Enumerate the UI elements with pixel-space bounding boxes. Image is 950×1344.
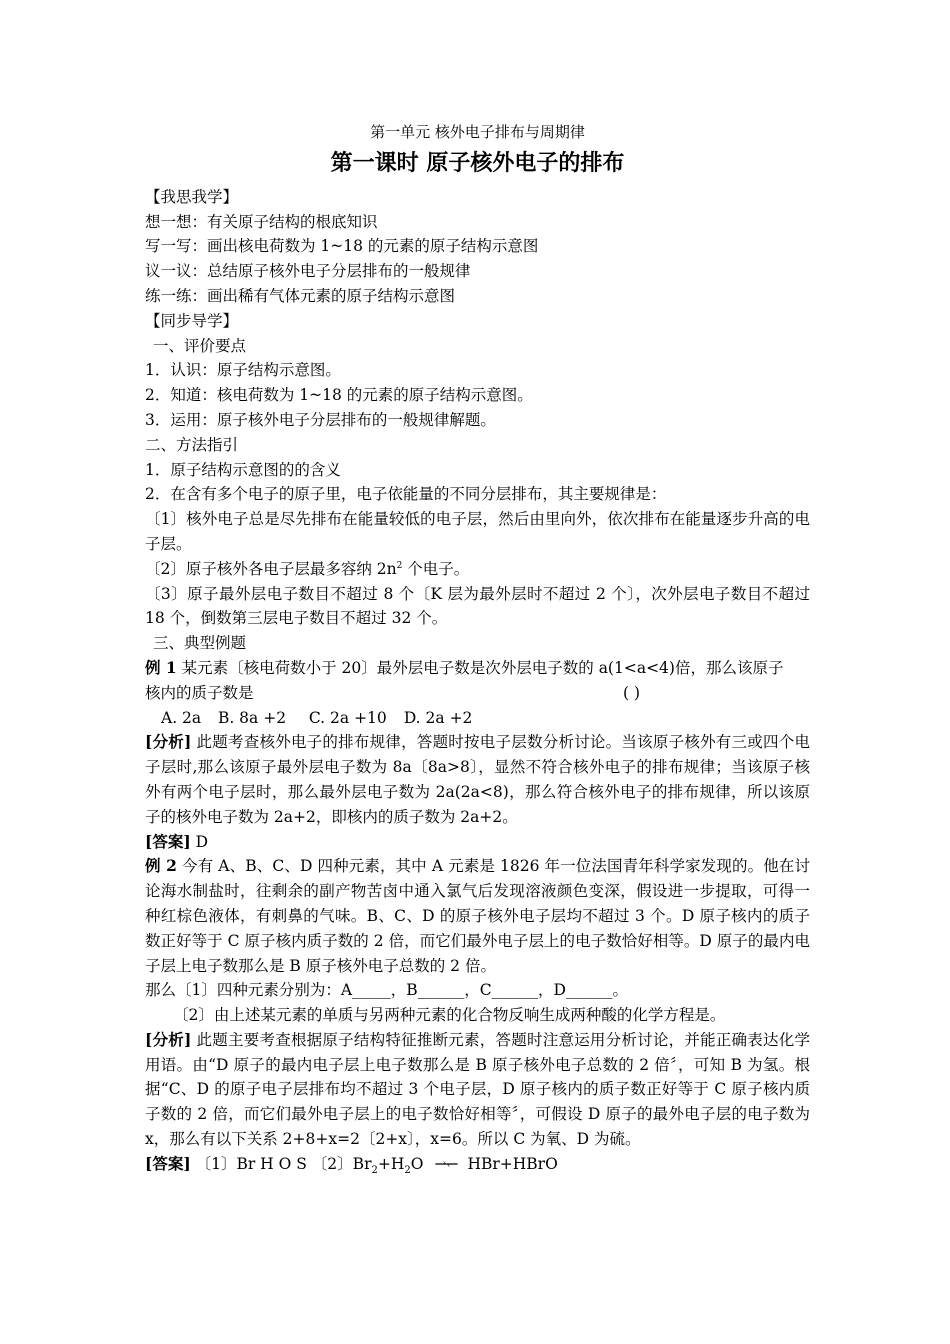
reflect-line-2: 写一写：画出核电荷数为 1~18 的元素的原子结构示意图 [145, 237, 539, 256]
point-1: 1．认识：原子结构示意图。 [145, 361, 341, 380]
section-heading-guide: 【同步导学】 [145, 311, 239, 330]
choice-c: C. 2a +10 [308, 708, 387, 727]
example-1-line-1: 例 1 某元素〔核电荷数小于 20〕最外层电子数是次外层电子数的 a(1<a<4)倍，那么该原子 [145, 657, 784, 677]
document-page [145, 120, 810, 1184]
rule-3: 〔3〕原子最外层电子数目不超过 8 个〔K 层为最外层时不超过 2 个〕，次外层电子数目不超过 18 个，倒数第三层电子数目不超过 32 个。 [145, 584, 810, 628]
subheading-method: 二、方法指引 [145, 435, 239, 454]
rule-2: 〔2〕原子核外各电子层最多容纳 $2n^2$ 个电子。 [145, 559, 470, 578]
example-1-analysis: [分析] 此题考查核外电子的排布规律，答题时按电子层数分析讨论。当该原子核外有三或四个电子层时,那么该原子最外层电子数为 8a〔8a>8〕，显然不符合核外电子的排布规律；当该原子核外有两个电子层时，那么最外层电子数为 2a(2a<8)，那么符合核外电子的排布规律，所以该原子的核外电子数为 2a+2，即核内的质子数为 2a+2。 [145, 732, 810, 826]
lesson-title: 第一课时 原子核外电子的排布 [330, 150, 625, 176]
choice-d: D. 2a +2 [403, 708, 473, 727]
method-1: 1．原子结构示意图的的含义 [145, 460, 341, 479]
method-2: 2．在含有多个电子的原子里，电子依能量的不同分层排布，其主要规律是： [145, 485, 667, 504]
section-heading-reflect: 【我思我学】 [145, 187, 239, 206]
answer-paren: ( ) [622, 683, 640, 702]
choice-a: A. 2a [161, 708, 202, 727]
example-1-choices [145, 706, 810, 731]
subheading-examples: 三、典型例题 [153, 634, 247, 653]
example-2-text: 例 2 今有 A、B、C、D 四种元素，其中 A 元素是 1826 年一位法国青年科学家发现的。他在讨论海水制盐时，往剩余的副产物苦卤中通入氯气后发现溶液颜色变深，假设进一步提取，可得一种红棕色液体，有刺鼻的气味。B、C、D 的原子核外电子层均不超过 3 个。D 原子核内的质子数正好等于 C 原子核内质子数的 2 倍，而它们最外电子层上的电子数恰好相等。D 原子的最内电子层上电子数那么是 B 原子核外电子总数的 2 倍。 [145, 856, 810, 975]
subheading-evaluation: 一、评价要点 [153, 336, 247, 355]
example-2-analysis: [分析] 此题主要考查根据原子结构特征推断元素，答题时注意运用分析讨论，并能正确表达化学用语。由“D 原子的最内电子层上电子数那么是 B 原子核外电子总数的 2 倍〞，可知 B 为氢。根据“C、D 的原子电子层排布均不超过 3 个电子层，D 原子核内的质子数正好等于 C 原子核内质子数的 2 倍，而它们最外电子层上的电子数恰好相等〞，可假设 D 原子的最外电子层的电子数为 x，那么有以下关系 2+8+x=2〔2+x〕，x=6。所以 C 为氧、D 为硫。 [145, 1029, 810, 1149]
choice-b: B. 8a +2 [217, 708, 287, 727]
point-3: 3．运用：原子核外电子分层排布的一般规律解题。 [145, 410, 496, 429]
example-1-line-2: 核内的质子数是 ( ) [145, 681, 810, 706]
rule-1: 〔1〕核外电子总是尽先排布在能量较低的电子层，然后由里向外，依次排布在能量逐步升高的电子层。 [145, 510, 810, 553]
example-2-question-2: 〔2〕由上述某元素的单质与另两种元素的化合物反响生成两种酸的化学方程是。 [173, 1006, 726, 1025]
reflect-line-4: 练一练：画出稀有气体元素的原子结构示意图 [145, 286, 456, 305]
reflect-line-3: 议一议：总结原子核外电子分层排布的一般规律 [145, 262, 471, 281]
example-2-answer: [答案] 〔1〕Br H O S 〔2〕$Br_2+H_2O$ ⇀↽ HBr+HBrO [145, 1153, 558, 1176]
example-1-answer: [答案] D [145, 831, 209, 851]
unit-heading: 第一单元 核外电子排布与周期律 [370, 123, 585, 141]
point-2: 2．知道：核电荷数为 1~18 的元素的原子结构示意图。 [145, 386, 533, 405]
reflect-line-1: 想一想：有关原子结构的根底知识 [145, 212, 378, 231]
example-2-question-1: 那么〔1〕四种元素分别为：A_____，B______，C______，D______。 [145, 981, 628, 1000]
equilibrium-arrow-icon: ⇀↽ [434, 1154, 457, 1173]
